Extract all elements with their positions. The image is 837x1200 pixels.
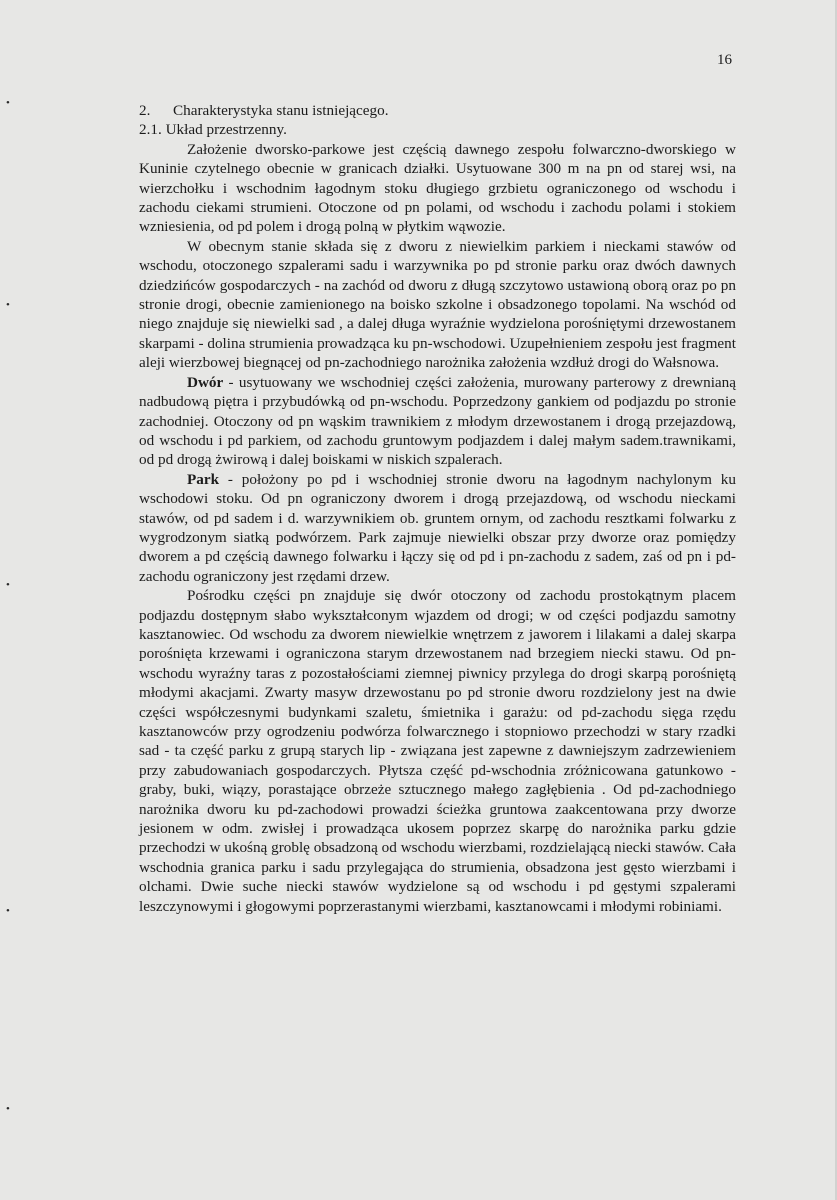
paragraph-lead-park: Park bbox=[187, 470, 220, 488]
margin-mark: • bbox=[6, 299, 10, 311]
paragraph-dwor-text: - usytuowany we wschodniej części założenia, murowany parterowy z drewnianą nadbudową piętra i przybudówką od pn-wschodu. Poprzedzony gankiem od podjazdu po stronie zachodniej. Otoczony od pn wąskim trawnikiem z młodym drzewostanem i drogą przejazdową, od wschodu i pd parkiem, od zachodu gruntowym podjazdem i dalej małym sadem.trawnikami, od pd drogą żwirową i dalej boiskami w niskich szpalerach. bbox=[139, 373, 736, 469]
paragraph-lead-dwor: Dwór bbox=[187, 373, 224, 391]
section-title: Charakterystyka stanu istniejącego. bbox=[173, 102, 389, 119]
paragraph-dwor bbox=[139, 373, 736, 470]
margin-mark: • bbox=[6, 579, 10, 591]
paragraph-intro: Założenie dworsko-parkowe jest częścią dawnego zespołu folwarczno-dworskiego w Kuninie czytelnego obecnie w granicach działki. Usytuowane 300 m na pn od starej wsi, na wierzchołku i wschodnim łagodnym stoku długiego grzbietu ograniczonego od wschodu i zachodu ciekami strumieni. Otoczone od pn polami, od wschodu i zachodu polami i stokiem wzniesienia, od pd polem i drogą polną w płytkim wąwozie. bbox=[139, 140, 736, 236]
subsection-heading: 2.1. Układ przestrzenny. bbox=[139, 121, 287, 139]
margin-mark: • bbox=[6, 1103, 10, 1115]
paragraph-park bbox=[139, 470, 736, 586]
paragraph-park-detail: Pośrodku części pn znajduje się dwór otoczony od zachodu prostokątnym placem podjazdu dostępnym słabo wykształconym wjazdem od drogi; w od części podjazdu samotny kasztanowiec. Od wschodu za dworem niewielkie wnętrzem z jaworem i lilakami a dalej skarpa porośnięta krzewami i ograniczona starym drzewostanem nad brzegiem niecki stawu. Od pn-wschodu wyraźny taras z pozostałościami ziemnej piwnicy przylega do drogi skarpą porośniętą młodymi akacjami. Zwarty masyw drzewostanu po pd stronie dworu rozdzielony jest na dwie części współczesnymi budynkami szaletu, śmietnika i garażu: od pd-zachodu sięga rzędu kasztanowców przy ogrodzeniu podwórza folwarcznego i stopniowo przechodzi w stary rzadki sad - ta część parku z grupą starych lip - związana jest zapewne z dawniejszym zadrzewieniem przy zabudowaniach gospodarczych. Płytsza część pd-wschodnia zróżnicowana gatunkowo - graby, buki, wiązy, porastające obrzeże sztucznego małego zagłębienia . Od pd-zachodniego narożnika dworu ku pd-zachodowi prowadzi ścieżka gruntowa zaakcentowana przy dworze jesionem w odm. zwisłej i prowadząca ukosem poprzez skarpę do narożnika parku gdzie przechodzi w ukośną groblę obsadzoną od wschodu wierzbami, rozdzielającą niecki stawów. Cała wschodnia granica parku i sadu przylegająca do strumienia, obsadzona jest gęsto wierzbami i olchami. Dwie suche niecki stawów wydzielone są od wschodu i pd gęstymi szpalerami leszczynowymi i głogowymi poprzerastanymi wierzbami, kasztanowcami i młodymi robiniami. bbox=[139, 587, 736, 915]
document-body bbox=[139, 101, 736, 916]
paragraph-current-state: W obecnym stanie składa się z dworu z niewielkim parkiem i nieckami stawów od wschodu, otoczonego szpalerami sadu i warzywnika po pd stronie parku oraz dwóch dawnych dziedzińców gospodarczych - na zachód od dworu z długą szczytowo ustawioną oborą oraz po pn stronie drogi, obecnie zamienionego na boisko szkolne i obsadzonego topolami. Na wschód od niego znajduje się niewielki sad , a dalej długa wyraźnie wydzielona porośniętymi drzewostanem skarpami - dolina strumienia prowadząca ku pn-wschodowi. Uzupełnieniem zespołu jest fragment aleji wierzbowej biegnącej od pn-zachodniego narożnika założenia wzdłuż drogi do Wałsnowa. bbox=[139, 237, 736, 372]
margin-mark: • bbox=[6, 905, 10, 917]
paragraph-park-text: - położony po pd i wschodniej stronie dworu na łagodnym nachylonym ku wschodowi stoku. Od pn ograniczony dworem i drogą przejazdową, od wschodu nieckami stawów, od pd sadem i d. warzywnikiem ob. gruntem ornym, od zachodu resztkami folwarku z wygrodzonym siatką podwórzem. Park zajmuje niewielki obszar przy dworze oraz pomiędzy dworem a pd częścią dawnego folwarku i łączy się od pd i pn-zachodu z sadem, zaś od pn i pd-zachodu ograniczony jest rzędami drzew. bbox=[139, 470, 736, 585]
section-number: 2. bbox=[139, 102, 151, 119]
section-heading bbox=[139, 101, 736, 120]
page-number: 16 bbox=[717, 52, 732, 68]
margin-mark: • bbox=[6, 97, 10, 109]
